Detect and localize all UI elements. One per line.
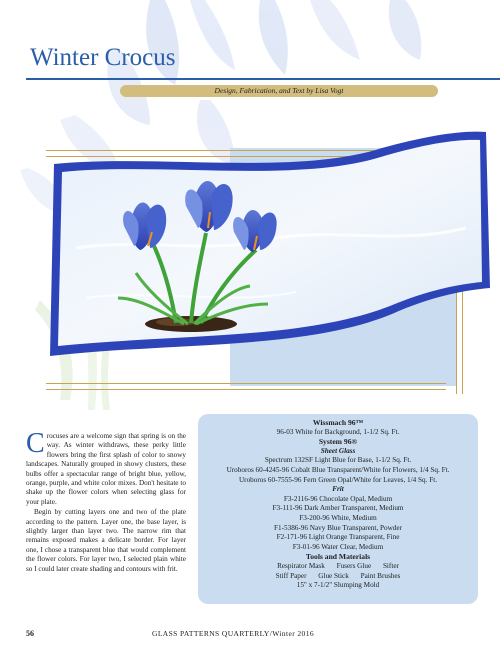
tool-item: Paint Brushes <box>360 571 401 580</box>
tool-item: Glue Stick <box>318 571 349 580</box>
title-rule <box>26 78 500 80</box>
sheet-glass-heading: Sheet Glass <box>320 446 356 455</box>
material-item: F3-200-96 White, Medium <box>299 513 377 522</box>
drop-cap: C <box>26 428 45 459</box>
gold-frame-line <box>46 383 446 384</box>
material-item: F3-111-96 Dark Amber Transparent, Medium <box>272 504 404 513</box>
tools-row <box>198 572 478 582</box>
material-item: F1-5386-96 Navy Blue Transparent, Powder <box>274 523 402 532</box>
page-number: 56 <box>26 629 34 638</box>
material-item: Uroboros 60-4245-96 Cobalt Blue Transparent/White for Flowers, 1/4 Sq. Ft. <box>226 465 450 474</box>
material-item: Uroboros 60-7555-96 Fern Green Opal/White for Leaves, 1/4 Sq. Ft. <box>238 475 437 484</box>
crocus-plate-photo <box>36 128 492 364</box>
wissmach-heading: Wissmach 96™ <box>312 418 364 427</box>
system96-heading: System 96® <box>318 437 358 447</box>
tool-item: Respirator Mask <box>277 561 325 570</box>
tools-heading: Tools and Materials <box>305 552 371 562</box>
materials-list <box>198 418 478 591</box>
body-paragraph-2: Begin by cutting layers one and two of the plate according to the pattern. Layer one, the base layer, is slightly larger than layer two. The narrow rim that remains exposed makes a delicate border. For layer one, I chose a transparent blue that would complement the flower colors. For layer two, I selected plain white so I could later create shading and contours with frit. <box>26 508 186 573</box>
material-item: F3-2116-96 Chocolate Opal, Medium <box>283 494 393 503</box>
journal-footer: GLASS PATTERNS QUARTERLY/Winter 2016 <box>152 629 315 638</box>
body-paragraph-1 <box>26 428 186 507</box>
frit-heading: Frit <box>332 485 344 494</box>
gold-frame-line <box>46 389 446 390</box>
author-credit: Design, Fabrication, and Text by Lisa Vogt <box>214 86 344 95</box>
article-body <box>26 428 186 575</box>
tool-item: Sifter <box>382 561 399 570</box>
paragraph-1-text: rocuses are a welcome sign that spring is on the way. As winter withdraws, these perky little flowers bring the first splash of color to snowy landscapes. Naturally grouped in showy clusters, these bulbs offer a spectacular range of bright blue, yellow, orange, purple, and white color mixes. Don't hesitate to shake up the flower colors when selecting glass for your plate. <box>26 432 186 506</box>
material-item: F2-171-96 Light Orange Transparent, Fine <box>276 533 400 542</box>
tools-row <box>198 562 478 572</box>
tool-item: Stiff Paper <box>275 571 307 580</box>
material-item: 96-03 White for Background, 1-1/2 Sq. Ft. <box>276 427 400 436</box>
tool-item: 15" x 7-1/2" Slumping Mold <box>296 581 380 590</box>
material-item: Spectrum 132SF Light Blue for Base, 1-1/2 Sq. Ft. <box>264 456 412 465</box>
tool-item: Fusers Glue <box>336 561 372 570</box>
article-title: Winter Crocus <box>30 44 176 71</box>
material-item: F3-01-96 Water Clear, Medium <box>292 542 384 551</box>
